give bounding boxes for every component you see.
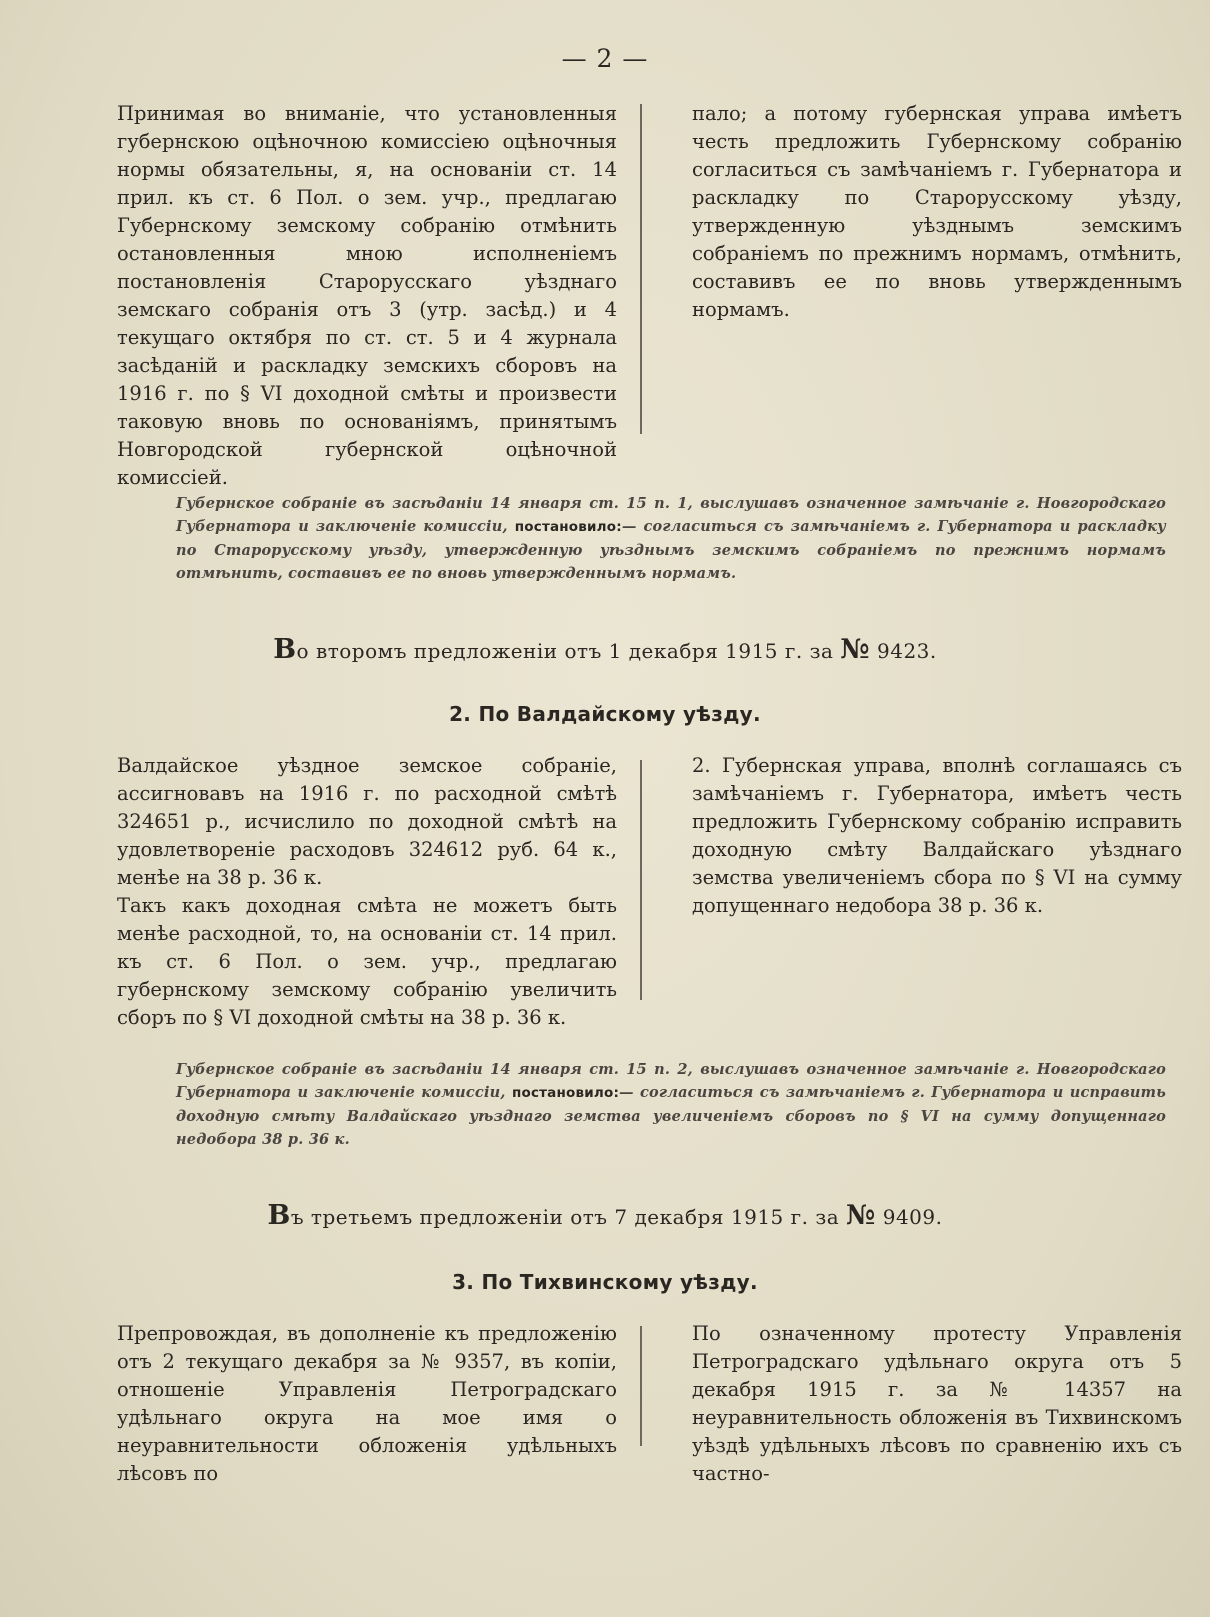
column-divider <box>640 1326 642 1446</box>
resolution-1-after: — согласиться съ замѣчаніемъ г. Губернатора и раскладку по Старорусскому уѣзду, утвержденную уѣзднымъ земскимъ собраніемъ по прежнимъ нормамъ отмѣнить, составивъ ее по вновь утвержденнымъ нормамъ. <box>176 518 1166 582</box>
resolution-2-before: Губернское собраніе въ засѣданіи 14 января ст. 15 п. 2, выслушавъ означенное замѣчаніе г. Новгородскаго Губернатора и заключеніе комиссіи, <box>176 1061 1166 1101</box>
section-2-right-text: 2. Губернская управа, вполнѣ соглашаясь съ замѣчаніемъ г. Губернатора, имѣетъ честь предложить Губернскому собранію исправить доходную смѣту Валдайскаго уѣзднаго земства увеличеніемъ сбора по § VI на сумму допущеннаго недобора 38 р. 36 к. <box>692 754 1182 917</box>
resolution-2 <box>176 1058 1166 1151</box>
section-2-right-column <box>692 752 1182 1032</box>
section-3-left-text: Препровождая, въ дополненіе къ предложенію отъ 2 текущаго декабря за № 9357, въ копіи, отношеніе Управленія Петроградскаго удѣльнаго округа на мое имя о неуравнительности обложенія удѣльныхъ лѣсовъ по <box>117 1322 617 1485</box>
section-2-left-column <box>117 752 617 1032</box>
resolution-2-keyword: постановило: <box>511 1085 620 1101</box>
proposal-3-number: 9409. <box>882 1205 943 1229</box>
block-1-right-text: пало; а потому губернская управа имѣетъ честь предложить Губернскому собранію согласиться съ замѣчаніемъ г. Губернатора и раскладку по Старорусскому уѣзду, утвержденную уѣзднымъ земскимъ собраніемъ по прежнимъ нормамъ, отмѣнить, составивъ ее по вновь утвержденнымъ нормамъ. <box>692 102 1182 321</box>
block-1-columns <box>117 100 1182 492</box>
section-2-heading: 2. По Валдайскому уѣзду. <box>449 702 761 726</box>
proposal-3-number-sign: № <box>846 1200 876 1231</box>
section-3-heading: 3. По Тихвинскому уѣзду. <box>452 1270 758 1294</box>
section-3-right-text: По означенному протесту Управленія Петроградскаго удѣльнаго округа отъ 5 декабря 1915 г. за № 14357 на неуравнительность обложенія въ Тихвинскомъ уѣздѣ удѣльныхъ лѣсовъ по сравненію ихъ съ частно- <box>692 1322 1182 1485</box>
resolution-1-before: Губернское собраніе въ засѣданіи 14 января ст. 15 п. 1, выслушавъ означенное замѣчаніе г. Новгородскаго Губернатора и заключеніе комиссіи, <box>176 495 1166 535</box>
column-divider <box>640 760 642 1000</box>
block-1-right-column <box>692 100 1182 492</box>
proposal-3-text: ъ третьемъ предложеніи отъ 7 декабря 1915 г. за <box>290 1205 840 1229</box>
block-1-left-column <box>117 100 617 492</box>
resolution-1-keyword: постановило: <box>514 519 622 535</box>
section-2-left-paragraph-1: Валдайское уѣздное земское собраніе, ассигновавъ на 1916 г. по расходной смѣтѣ 324651 р., исчислило по доходной смѣтѣ на удовлетвореніе расходовъ 324612 руб. 64 к., менѣе на 38 р. 36 к. <box>117 754 617 889</box>
resolution-1 <box>176 492 1166 585</box>
proposal-2-text: о второмъ предложеніи отъ 1 декабря 1915 г. за <box>296 639 834 663</box>
section-3-right-column <box>692 1320 1182 1488</box>
section-2-left-paragraph-2: Такъ какъ доходная смѣта не можетъ быть менѣе расходной, то, на основаніи ст. 14 прил. къ ст. 6 Пол. о зем. учр., предлагаю губернскому земскому собранію увеличить сборъ по § VI доходной смѣты на 38 р. 36 к. <box>117 894 617 1029</box>
proposal-2-line <box>0 634 1210 665</box>
proposal-3-line <box>0 1200 1210 1231</box>
column-divider <box>640 104 642 434</box>
proposal-2-number: 9423. <box>877 639 937 663</box>
resolution-2-after: — согласиться съ замѣчаніемъ г. Губернатора и исправить доходную смѣту Валдайскаго уѣзднаго земства увеличеніемъ сборовъ по § VI на сумму допущеннаго недобора 38 р. 36 к. <box>176 1084 1166 1148</box>
proposal-2-number-sign: № <box>840 634 871 665</box>
section-3-columns <box>117 1320 1182 1488</box>
proposal-2-initial: В <box>273 634 297 665</box>
block-1-left-text: Принимая во вниманіе, что установленныя губернскою оцѣночною комиссіею оцѣночныя нормы обязательны, я, на основаніи ст. 14 прил. къ ст. 6 Пол. о зем. учр., предлагаю Губернскому земскому собранію отмѣнить остановленныя мною исполненіемъ постановленія Старорусскаго уѣзднаго земскаго собранія отъ 3 (утр. засѣд.) и 4 текущаго октября по ст. ст. 5 и 4 журнала засѣданій и раскладку земскихъ сборовъ на 1916 г. по § VI доходной смѣты и произвести таковую вновь по основаніямъ, принятымъ Новгородской губернской оцѣночной комиссіей. <box>117 102 617 489</box>
page-number: — 2 — <box>561 44 649 73</box>
proposal-3-initial: В <box>267 1200 291 1231</box>
section-2-columns <box>117 752 1182 1032</box>
section-3-left-column <box>117 1320 617 1488</box>
